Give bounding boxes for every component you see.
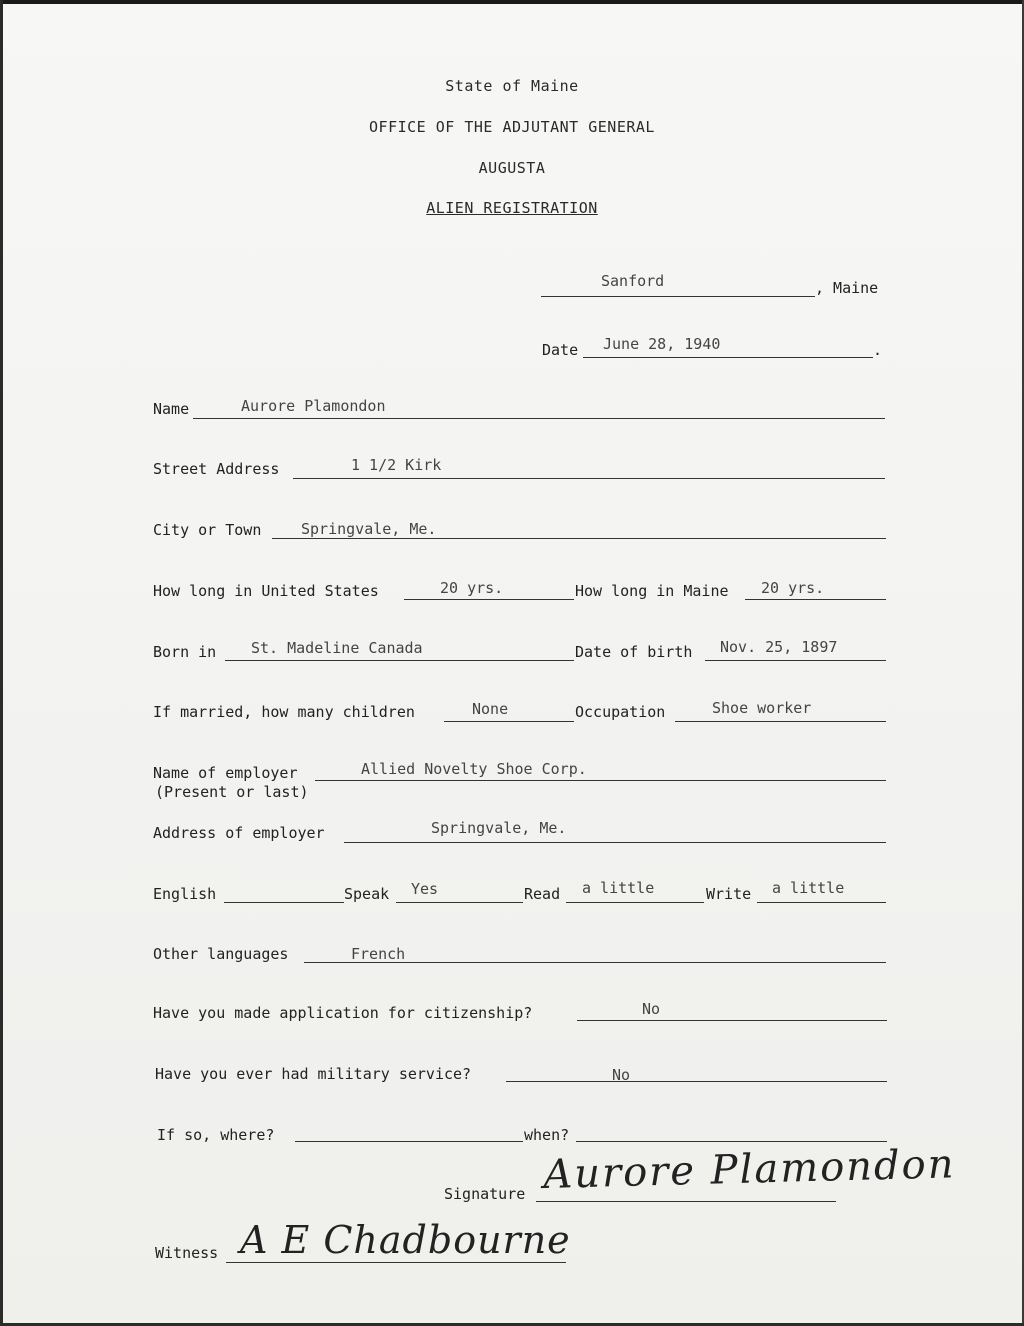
how-long-us-line	[404, 599, 574, 600]
citizenship-label: Have you made application for citizenship?	[153, 1004, 533, 1022]
signature-value: Aurore Plamondon	[542, 1141, 956, 1198]
city-heading: AUGUSTA	[478, 159, 546, 177]
witness-value: A E Chadbourne	[240, 1218, 571, 1262]
other-languages-label: Other languages	[153, 945, 289, 963]
citizenship-value: No	[642, 1000, 661, 1018]
location-line	[541, 296, 815, 297]
occupation-line	[675, 721, 886, 722]
when-line	[576, 1141, 887, 1142]
street-line	[293, 478, 885, 479]
where-label: If so, where?	[157, 1126, 275, 1144]
employer-sublabel: (Present or last)	[155, 783, 309, 801]
city-town-label: City or Town	[153, 521, 262, 539]
street-value: 1 1/2 Kirk	[351, 456, 442, 474]
date-period: .	[873, 341, 883, 359]
form-title: ALIEN REGISTRATION	[426, 199, 598, 217]
citizenship-line	[577, 1020, 887, 1021]
when-label: when?	[524, 1126, 570, 1144]
employer-value: Allied Novelty Shoe Corp.	[361, 760, 587, 778]
other-languages-value: French	[351, 945, 406, 963]
witness-line	[226, 1262, 566, 1263]
date-of-birth-value: Nov. 25, 1897	[720, 638, 838, 656]
state-heading: State of Maine	[445, 77, 579, 95]
date-of-birth-label: Date of birth	[575, 643, 693, 661]
children-value: None	[472, 700, 509, 718]
office-heading: OFFICE OF THE ADJUTANT GENERAL	[369, 118, 655, 136]
read-line	[566, 902, 704, 903]
how-long-us-label: How long in United States	[153, 582, 379, 600]
how-long-maine-value: 20 yrs.	[761, 579, 825, 597]
employer-address-value: Springvale, Me.	[431, 819, 567, 837]
where-line	[295, 1141, 523, 1142]
date-value: June 28, 1940	[603, 335, 721, 353]
speak-label: Speak	[344, 885, 390, 903]
military-label: Have you ever had military service?	[155, 1065, 472, 1083]
born-in-line	[225, 660, 574, 661]
how-long-maine-line	[745, 599, 886, 600]
read-label: Read	[524, 885, 561, 903]
name-line	[193, 418, 885, 419]
signature-line	[536, 1201, 836, 1202]
employer-label: Name of employer	[153, 764, 298, 782]
scan-edge-top	[0, 0, 1024, 4]
write-line	[757, 902, 886, 903]
read-value: a little	[582, 879, 655, 897]
city-town-value: Springvale, Me.	[301, 520, 437, 538]
write-value: a little	[772, 879, 845, 897]
employer-address-line	[344, 842, 886, 843]
occupation-value: Shoe worker	[712, 699, 812, 717]
military-value: No	[612, 1066, 631, 1084]
speak-line	[396, 902, 523, 903]
witness-label: Witness	[155, 1244, 219, 1262]
employer-address-label: Address of employer	[153, 824, 325, 842]
how-long-maine-label: How long in Maine	[575, 582, 729, 600]
english-line	[224, 902, 344, 903]
employer-line	[315, 780, 886, 781]
children-line	[444, 721, 574, 722]
location-suffix: , Maine	[815, 279, 879, 297]
occupation-label: Occupation	[575, 703, 666, 721]
name-label: Name	[153, 400, 190, 418]
location-value: Sanford	[601, 272, 665, 290]
born-in-label: Born in	[153, 643, 217, 661]
city-town-line	[272, 538, 886, 539]
name-value: Aurore Plamondon	[241, 397, 386, 415]
speak-value: Yes	[411, 880, 439, 898]
date-label: Date	[542, 341, 579, 359]
english-label: English	[153, 885, 217, 903]
write-label: Write	[706, 885, 752, 903]
born-in-value: St. Madeline Canada	[251, 639, 423, 657]
date-of-birth-line	[705, 660, 886, 661]
signature-label: Signature	[444, 1185, 526, 1203]
children-label: If married, how many children	[153, 703, 415, 721]
military-line	[506, 1081, 887, 1082]
date-line	[583, 357, 873, 358]
how-long-us-value: 20 yrs.	[440, 579, 504, 597]
street-label: Street Address	[153, 460, 280, 478]
